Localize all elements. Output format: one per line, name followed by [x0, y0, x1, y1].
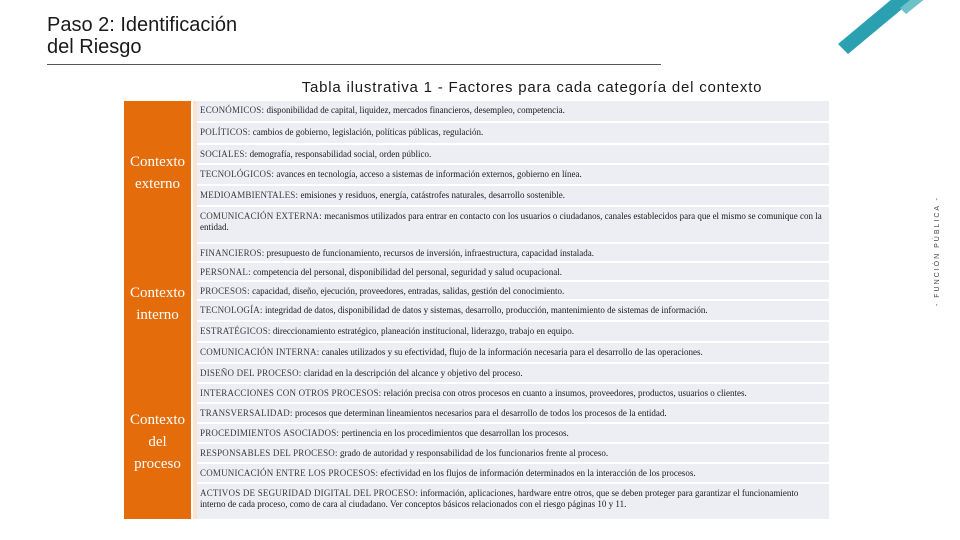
row-head: ECONÓMICOS: — [200, 105, 265, 115]
table-row — [197, 263, 829, 282]
table-row — [197, 165, 829, 186]
row-head: TRANSVERSALIDAD: — [200, 408, 293, 418]
table-row — [197, 343, 829, 364]
category-label: Contexto externo — [130, 153, 185, 192]
row-text: relación precisa con otros procesos en cuanto a insumos, proveedores, productos, usuarios o clientes. — [381, 388, 747, 398]
row-text: claridad en la descripción del alcance y objetivo del proceso. — [301, 368, 523, 378]
slide-title — [47, 14, 237, 58]
table-row — [197, 384, 829, 404]
row-head: COMUNICACIÓN ENTRE LOS PROCESOS: — [200, 468, 379, 478]
row-head: MEDIOAMBIENTALES: — [200, 190, 299, 200]
table-row — [197, 186, 829, 207]
table-row — [197, 364, 829, 384]
row-head: INTERACCIONES CON OTROS PROCESOS: — [200, 388, 382, 398]
row-text: canales utilizados y su efectividad, flujo de la información necesaria para el desarrollo de las operaciones. — [319, 347, 703, 357]
row-text: pertinencia en los procedimientos que desarrollan los procesos. — [339, 428, 569, 438]
category-label: Contexto del proceso — [130, 411, 185, 472]
row-head: SOCIALES: — [200, 149, 248, 159]
table-row — [197, 444, 829, 464]
row-text: competencia del personal, disponibilidad del personal, seguridad y salud ocupacional. — [250, 267, 562, 277]
row-text: cambios de gobierno, legislación, políticas públicas, regulación. — [250, 127, 484, 137]
table-row — [197, 123, 829, 145]
row-head: FINANCIEROS: — [200, 248, 265, 258]
row-head: PROCESOS: — [200, 286, 250, 296]
row-head: POLÍTICOS: — [200, 127, 251, 137]
row-text: mecanismos utilizados para entrar en contacto con los usuarios o ciudadanos, canales establecidos para que el mismo se comunique con la entidad. — [200, 211, 822, 232]
accent-stripe-icon — [838, 0, 938, 54]
row-head: RESPONSABLES DEL PROCESO: — [200, 448, 338, 458]
context-factors-table — [124, 101, 829, 519]
row-head: ACTIVOS DE SEGURIDAD DIGITAL DEL PROCESO: — [200, 488, 419, 498]
category-process — [124, 364, 193, 519]
side-label — [924, 166, 941, 306]
row-head: COMUNICACIÓN EXTERNA: — [200, 211, 322, 221]
row-text: efectividad en los flujos de información determinados en la interacción de los procesos. — [378, 468, 696, 478]
table-row — [197, 301, 829, 322]
table-row — [197, 484, 829, 519]
row-text: grado de autoridad y responsabilidad de los funcionarios frente al proceso. — [337, 448, 609, 458]
row-text: direccionamiento estratégico, planeación institucional, liderazgo, trabajo en equipo. — [270, 326, 574, 336]
title-divider — [47, 64, 661, 65]
slide-title-line1: Paso 2: Identificación — [47, 14, 238, 36]
row-head: COMUNICACIÓN INTERNA: — [200, 347, 320, 357]
table-row — [197, 207, 829, 244]
row-text: presupuesto de funcionamiento, recursos de inversión, infraestructura, capacidad instalada. — [264, 248, 595, 258]
table-row — [197, 322, 829, 343]
row-text: integridad de datos, disponibilidad de datos y sistemas, desarrollo, producción, mantenimiento de sistemas de información. — [262, 305, 708, 315]
table-row — [197, 282, 829, 301]
table-row — [197, 244, 829, 263]
row-text: capacidad, diseño, ejecución, proveedores, entradas, salidas, gestión del conocimiento. — [249, 286, 565, 296]
table-row — [197, 464, 829, 484]
category-external — [124, 101, 193, 244]
table-row — [197, 404, 829, 424]
table-caption: Tabla ilustrativa 1 - Factores para cada categoría del contexto — [301, 79, 763, 96]
row-head: PROCEDIMIENTOS ASOCIADOS: — [200, 428, 340, 438]
table-row — [197, 101, 829, 123]
side-label-text: - FUNCIÓN PÚBLICA - — [934, 196, 941, 306]
category-internal — [124, 244, 193, 364]
row-head: DISEÑO DEL PROCESO: — [200, 368, 302, 378]
row-head: TECNOLÓGICOS: — [200, 169, 275, 179]
row-text: avances en tecnología, acceso a sistemas de información externos, gobierno en línea. — [274, 169, 582, 179]
row-head: TECNOLOGÍA: — [200, 305, 263, 315]
row-text: disponibilidad de capital, liquidez, mercados financieros, desempleo, competencia. — [264, 105, 565, 115]
category-label: Contexto interno — [130, 285, 185, 323]
row-text: procesos que determinan lineamientos necesarios para el desarrollo de todos los procesos de la entidad. — [292, 408, 667, 418]
row-text: emisiones y residuos, energía, catástrofes naturales, desarrollo sostenible. — [298, 190, 565, 200]
row-text: demografía, responsabilidad social, orden público. — [247, 149, 432, 159]
table-row — [197, 145, 829, 165]
slide-title-line2: del Riesgo — [47, 36, 142, 58]
row-text: información, aplicaciones, hardware entre otros, que se deben proteger para garantizar el funcionamiento interno de cada proceso, como de cara al ciudadano. Ver conceptos básicos relacionados con el riesgo páginas 10 y 11. — [200, 488, 799, 509]
table-row — [197, 424, 829, 444]
row-head: ESTRATÉGICOS: — [200, 326, 271, 336]
row-head: PERSONAL: — [200, 267, 251, 277]
